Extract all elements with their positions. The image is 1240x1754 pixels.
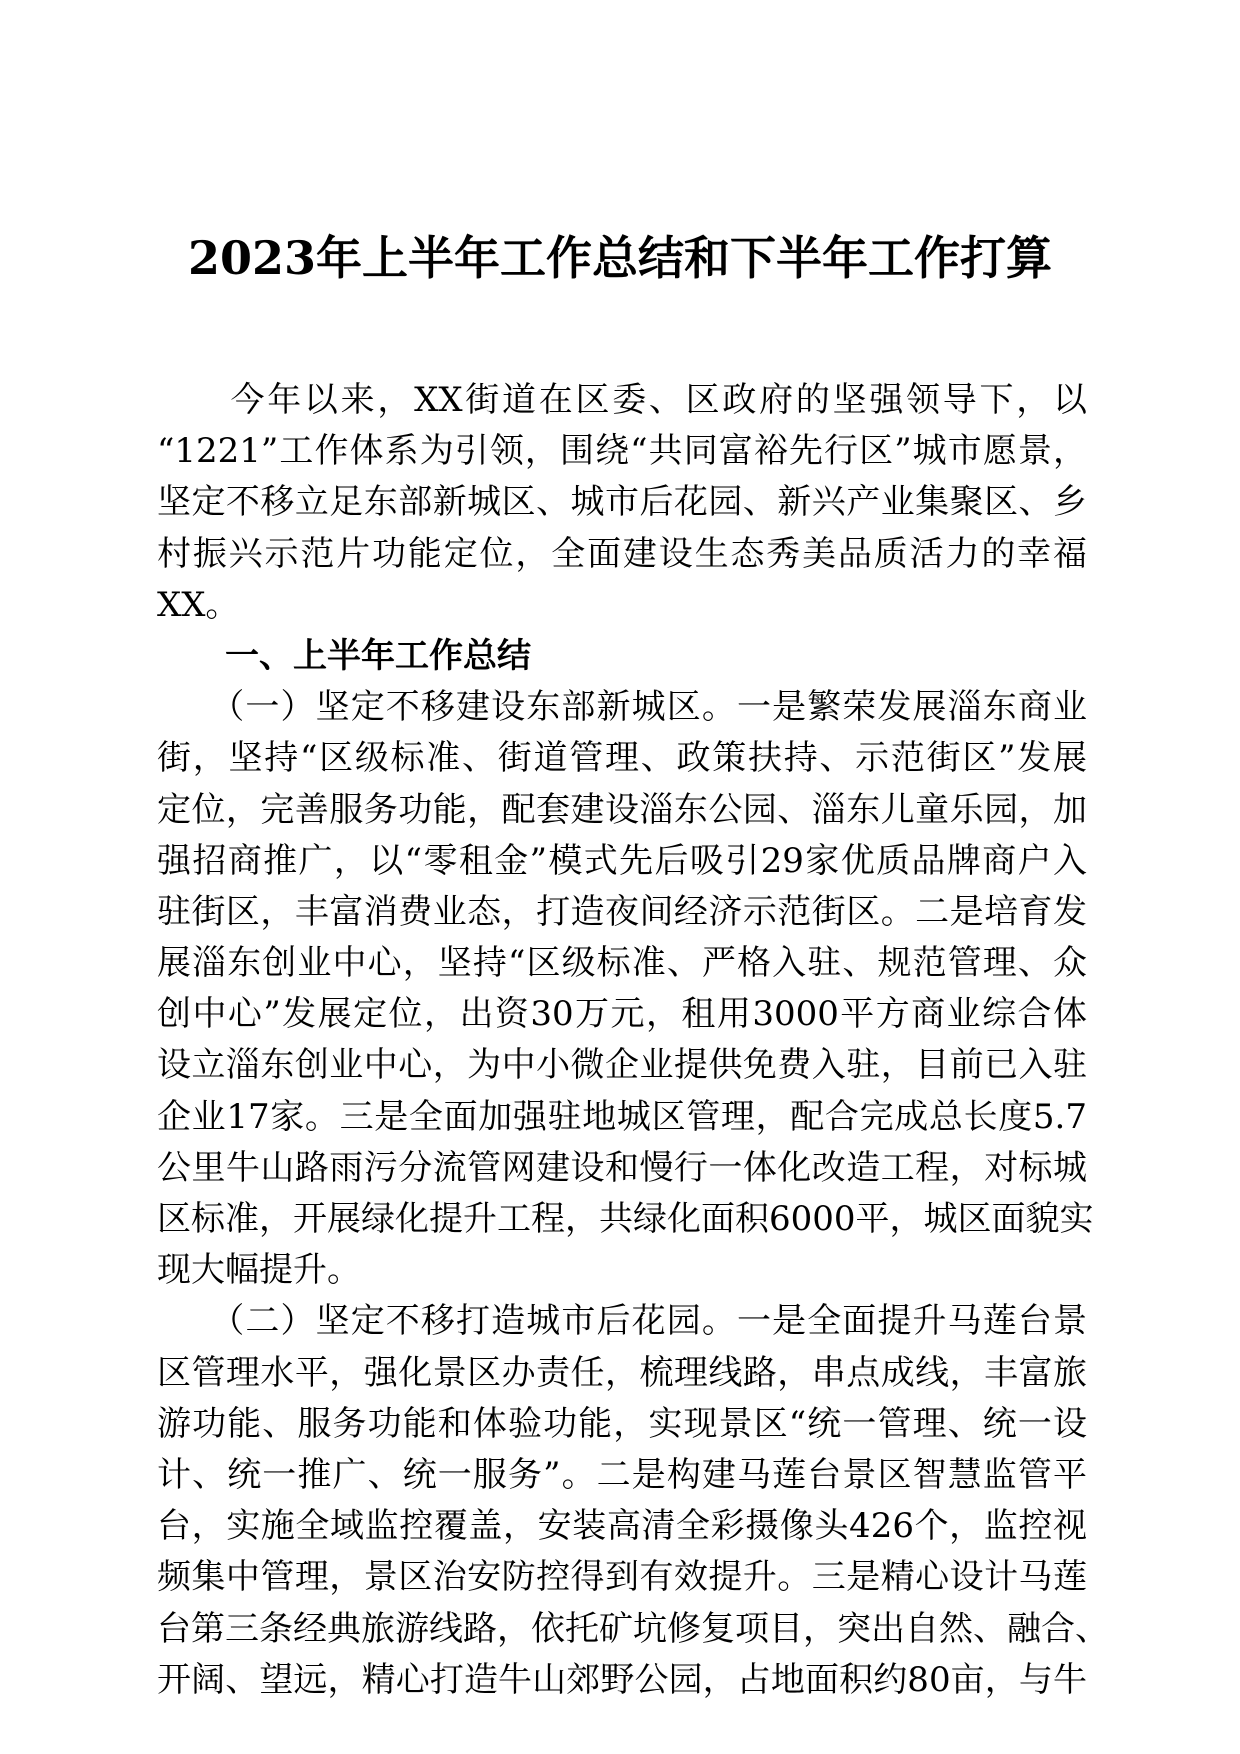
paragraph-line: 定位，完善服务功能，配套建设淄东公园、淄东儿童乐园，加 (157, 789, 1087, 830)
paragraph-line: 区管理水平，强化景区办责任，梳理线路，串点成线，丰富旅 (157, 1352, 1087, 1393)
paragraph-line: 频集中管理，景区治安防控得到有效提升。三是精心设计马莲 (157, 1557, 1087, 1598)
section-heading: 一、上半年工作总结 (157, 635, 531, 676)
paragraph-line: 坚定不移立足东部新城区、城市后花园、新兴产业集聚区、乡 (157, 482, 1087, 523)
document-body (157, 375, 1109, 1706)
paragraph-line: 展淄东创业中心，坚持“区级标准、严格入驻、规范管理、众 (157, 943, 1087, 984)
paragraph-line: 开阔、望远，精心打造牛山郊野公园，占地面积约80亩，与牛 (157, 1659, 1087, 1700)
paragraph-line: 村振兴示范片功能定位，全面建设生态秀美品质活力的幸福 (157, 533, 1087, 574)
paragraph-line: 强招商推广，以“零租金”模式先后吸引29家优质品牌商户入 (157, 840, 1087, 881)
paragraph-line: XX。 (157, 584, 240, 625)
paragraph-line: （二）坚定不移打造城市后花园。一是全面提升马莲台景 (157, 1301, 1087, 1342)
paragraph-line: 计、统一推广、统一服务”。二是构建马莲台景区智慧监管平 (157, 1454, 1087, 1495)
paragraph-line: 现大幅提升。 (157, 1250, 361, 1291)
paragraph-line: 创中心”发展定位，出资30万元，租用3000平方商业综合体 (157, 994, 1087, 1035)
paragraph-line: 台，实施全域监控覆盖，安装高清全彩摄像头426个，监控视 (157, 1506, 1087, 1547)
paragraph-line: 公里牛山路雨污分流管网建设和慢行一体化改造工程，对标城 (157, 1147, 1087, 1188)
paragraph-line: 企业17家。三是全面加强驻地城区管理，配合完成总长度5.7 (157, 1096, 1087, 1137)
paragraph-line: “1221”工作体系为引领，围绕“共同富裕先行区”城市愿景， (157, 431, 1087, 472)
paragraph-line: 今年以来，XX街道在区委、区政府的坚强领导下，以 (157, 380, 1087, 420)
paragraph-line: 区标准，开展绿化提升工程，共绿化面积6000平，城区面貌实 (157, 1199, 1094, 1239)
paragraph-line: 设立淄东创业中心，为中小微企业提供免费入驻，目前已入驻 (157, 1045, 1087, 1086)
paragraph-line: 街，坚持“区级标准、街道管理、政策扶持、示范街区”发展 (157, 738, 1087, 779)
document-title: 2023年上半年工作总结和下半年工作打算 (187, 231, 1053, 285)
paragraph-line: 台第三条经典旅游线路，依托矿坑修复项目，突出自然、融合、 (157, 1608, 1109, 1649)
paragraph-line: 驻街区，丰富消费业态，打造夜间经济示范街区。二是培育发 (157, 891, 1087, 932)
paragraph-line: 游功能、服务功能和体验功能，实现景区“统一管理、统一设 (157, 1403, 1087, 1444)
paragraph-line: （一）坚定不移建设东部新城区。一是繁荣发展淄东商业 (157, 687, 1087, 728)
